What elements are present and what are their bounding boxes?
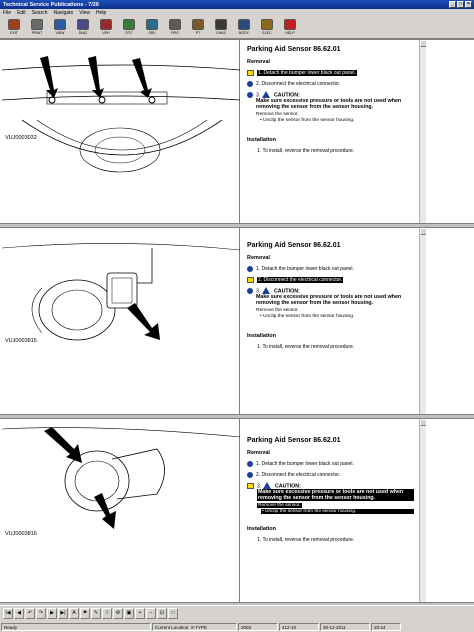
menu-help[interactable]: Help <box>96 10 107 16</box>
step-2[interactable] <box>247 277 414 283</box>
diag-icon <box>77 19 89 30</box>
current-step-icon <box>247 483 254 489</box>
procedure-title: Parking Aid Sensor 86.62.01 <box>247 242 341 249</box>
zoom-fit-button[interactable]: ⊡ <box>157 608 167 619</box>
toolbar-button-help[interactable] <box>279 17 301 38</box>
prev-page-button[interactable]: ◀ <box>14 608 24 619</box>
status-bar <box>0 621 474 632</box>
note-button[interactable]: ✎ <box>91 608 101 619</box>
fullscreen-button[interactable]: □ <box>168 608 178 619</box>
step-2-text: 2. Disconnect the electrical connector. <box>258 277 343 283</box>
step-3[interactable] <box>247 483 414 514</box>
warning-icon <box>262 91 270 98</box>
toolbar-button-chas[interactable] <box>210 17 232 38</box>
procedure-panel-3 <box>0 418 474 603</box>
step-arrow-icon <box>247 81 253 87</box>
procedure-icon <box>169 19 181 30</box>
zoom-in-button[interactable]: + <box>135 608 145 619</box>
current-step-icon <box>247 277 254 283</box>
menu-bar <box>0 9 474 17</box>
toolbar-label: PT <box>195 31 201 35</box>
menu-edit[interactable]: Edit <box>17 10 26 16</box>
install-step-1: 1. To install, reverse the removal procedure. <box>257 148 355 155</box>
status-year: 2003 <box>238 623 278 631</box>
back-button[interactable]: ↶ <box>25 608 35 619</box>
toolbar-button-elec[interactable] <box>256 17 278 38</box>
bumper-rear-illustration <box>2 40 240 225</box>
toolbar-label: BODY <box>239 31 249 35</box>
info-button[interactable]: i <box>102 608 112 619</box>
print-icon <box>31 19 43 30</box>
bottom-toolbar <box>0 605 474 621</box>
install-step-1: 1. To install, reverse the removal procedure. <box>257 344 355 351</box>
unclip-text: • Unclip the sensor from the sensor housing. <box>260 118 355 124</box>
toolbar-button-diag[interactable] <box>72 17 94 38</box>
step-1-text: 1. Detach the bumper lower black out panel. <box>256 461 354 467</box>
toolbar-label: ELEC <box>262 31 272 35</box>
step-2-text: 2. Disconnect the electrical connector. <box>256 472 341 478</box>
procedure-panel-1 <box>0 39 474 224</box>
menu-file[interactable]: File <box>3 10 12 16</box>
current-step-icon <box>247 70 254 76</box>
installation-heading: Installation <box>247 526 277 533</box>
dtc-icon <box>123 19 135 30</box>
scrollbar[interactable] <box>419 228 426 414</box>
vehicle-icon <box>100 19 112 30</box>
removal-heading: Removal <box>247 450 270 456</box>
chassis-icon <box>215 19 227 30</box>
exit-icon <box>8 19 20 30</box>
last-page-button[interactable]: ▶| <box>58 608 68 619</box>
step-1[interactable] <box>247 461 414 467</box>
step-2[interactable] <box>247 81 414 87</box>
first-page-button[interactable]: |◀ <box>3 608 13 619</box>
caution-text: Make sure excessive pressure or tools are not used when removing the sensor from the sensor housing. <box>257 489 414 501</box>
remove-sensor-text: Remove the sensor. <box>258 503 301 509</box>
warning-icon <box>262 287 270 294</box>
step-1[interactable] <box>247 70 414 76</box>
view-icon <box>54 19 66 30</box>
body-icon <box>238 19 250 30</box>
forward-button[interactable]: ↷ <box>36 608 46 619</box>
text-button[interactable]: A <box>69 608 79 619</box>
illustration-2 <box>2 228 240 414</box>
removal-heading: Removal <box>247 59 270 65</box>
toolbar-button-srv[interactable] <box>141 17 163 38</box>
maximize-button[interactable]: □ <box>458 1 463 7</box>
step-arrow-icon <box>247 461 253 467</box>
toolbar-label: PRO <box>171 31 179 35</box>
illustration-1 <box>2 40 240 223</box>
toolbar-label: VIEW <box>55 31 65 35</box>
procedure-text-1 <box>243 40 418 223</box>
step-arrow-icon <box>247 92 253 98</box>
installation-heading: Installation <box>247 333 277 340</box>
step-arrow-icon <box>247 266 253 272</box>
step-3-number: 3. <box>256 92 261 99</box>
image-reference: VUJ0003816 <box>5 531 37 537</box>
menu-view[interactable]: View <box>79 10 91 16</box>
status-ready: Ready <box>1 623 151 631</box>
step-arrow-icon <box>247 472 253 478</box>
elec-icon <box>261 19 273 30</box>
install-step-1: 1. To install, reverse the removal procedure. <box>257 537 355 544</box>
toolbar-button-veh[interactable] <box>95 17 117 38</box>
image-reference: VUJ0003815 <box>5 338 37 344</box>
step-1[interactable] <box>247 266 414 272</box>
zoom-out-button[interactable]: − <box>146 608 156 619</box>
remove-sensor-text: Remove the sensor. <box>256 112 299 118</box>
panel-margin <box>426 419 474 602</box>
toolbar-button-pt[interactable] <box>187 17 209 38</box>
window-title: Technical Service Publications - 7/26 <box>3 1 99 8</box>
step-2[interactable] <box>247 472 414 478</box>
service-icon <box>146 19 158 30</box>
step-arrow-icon <box>247 288 253 294</box>
tools-button[interactable]: ⚙ <box>113 608 123 619</box>
toolbar-label: HELP <box>285 31 295 35</box>
connector-illustration <box>2 228 240 416</box>
procedure-panel-2 <box>0 227 474 415</box>
step-1-text: 1. Detach the bumper lower black out panel. <box>258 70 356 76</box>
status-time: 20:44 <box>371 623 401 631</box>
caution-label: CAUTION: <box>274 483 301 490</box>
bookmark-button[interactable]: ⚑ <box>80 608 90 619</box>
status-location-label: Current Location: X-TYPE <box>152 623 237 631</box>
menu-navigate[interactable]: Navigate <box>53 10 74 16</box>
caution-label: CAUTION: <box>273 288 300 295</box>
unclip-text: • Unclip the sensor from the sensor housing. <box>260 314 355 320</box>
image-reference: VUJ0003032 <box>5 135 37 141</box>
next-page-button[interactable]: ▶ <box>47 608 57 619</box>
sensor-illustration <box>2 419 240 604</box>
toolbar-label: VEH <box>102 31 110 35</box>
scrollbar[interactable] <box>419 40 426 223</box>
procedure-title: Parking Aid Sensor 86.62.01 <box>247 437 341 444</box>
toolbar-label: DTC <box>125 31 133 35</box>
step-2-text: 2. Disconnect the electrical connector. <box>256 81 341 87</box>
toolbar-label: PRINT <box>31 31 43 35</box>
step-3[interactable] <box>247 92 414 123</box>
caution-text: Make sure excessive pressure or tools are not used when removing the sensor from the sensor housing. <box>256 98 402 111</box>
toolbar-label: SRV <box>148 31 156 35</box>
toolbar-button-pro[interactable] <box>164 17 186 38</box>
step-3-number: 3. <box>256 288 261 295</box>
toolbar-button-print[interactable] <box>26 17 48 38</box>
step-3[interactable] <box>247 288 414 319</box>
procedure-text-3 <box>243 419 418 602</box>
panel-margin <box>426 40 474 223</box>
removal-heading: Removal <box>247 255 270 261</box>
procedure-title: Parking Aid Sensor 86.62.01 <box>247 46 341 53</box>
installation-heading: Installation <box>247 137 277 144</box>
minimize-button[interactable]: _ <box>449 1 456 8</box>
status-code: 412-10 <box>279 623 319 631</box>
help-icon <box>284 19 296 30</box>
caution-text: Make sure excessive pressure or tools are not used when removing the sensor from the sensor housing. <box>256 294 402 307</box>
toolbar-button-view[interactable] <box>49 17 71 38</box>
unclip-text: • Unclip the sensor from the sensor housing. <box>261 509 414 514</box>
pt-icon <box>192 19 204 30</box>
step-3-number: 3. <box>257 483 262 490</box>
caution-label: CAUTION: <box>273 92 300 99</box>
step-1-text: 1. Detach the bumper lower black out panel. <box>256 266 354 272</box>
remove-sensor-text: Remove the sensor. <box>256 308 299 314</box>
illustration-3 <box>2 419 240 602</box>
toolbar-label: EXIT <box>10 31 18 35</box>
warning-icon <box>263 482 271 489</box>
window-title-bar <box>0 0 474 9</box>
close-button[interactable]: × <box>465 1 472 8</box>
toolbar-button-exit[interactable] <box>3 17 25 38</box>
toolbar <box>0 17 474 39</box>
toolbar-button-dtc[interactable] <box>118 17 140 38</box>
scrollbar[interactable] <box>419 419 426 602</box>
toolbar-label: DIAG <box>78 31 88 35</box>
toolbar-label: CHAS <box>216 31 226 35</box>
status-date: 30-12-2011 <box>320 623 370 631</box>
panel-margin <box>426 228 474 414</box>
image-button[interactable]: ▣ <box>124 608 134 619</box>
procedure-text-2 <box>243 228 418 414</box>
menu-search[interactable]: Search <box>31 10 48 16</box>
toolbar-button-body[interactable] <box>233 17 255 38</box>
